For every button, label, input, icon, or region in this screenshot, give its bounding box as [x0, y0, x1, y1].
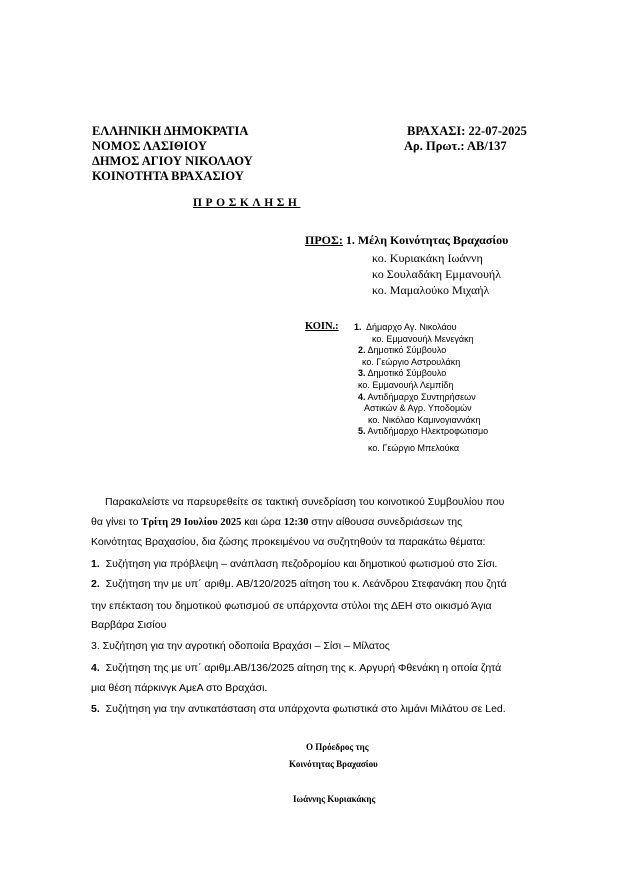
- koin-line: 3. Δημοτικό Σύμβουλο: [358, 368, 447, 379]
- agenda-item-2: 2. Συζήτηση την με υπ΄ αριθμ. ΑΒ/120/2025 αίτηση του κ. Λεάνδρου Στεφανάκη που ζητά: [91, 578, 507, 590]
- koin-line: κο. Γεώργιο Αστρουλάκη: [362, 356, 461, 367]
- member: κο. Μαμαλούκο Μιχαήλ: [372, 283, 490, 297]
- koin-list: [354, 322, 488, 455]
- koin-line: κο. Εμμανουήλ Λεμπίδη: [358, 379, 454, 390]
- signature-name: Ιωάννης Κυριακάκης: [293, 794, 376, 804]
- koin-line: 2. Δημοτικό Σύμβουλο: [358, 345, 447, 356]
- header-line: ΚΟΙΝΟΤΗΤΑ ΒΡΑΧΑΣΙΟΥ: [92, 169, 244, 183]
- meeting-date: Τρίτη 29 Ιουλίου 2025: [141, 517, 242, 528]
- member: κο. Κυριακάκη Ιωάννη: [372, 251, 483, 265]
- koin-line: Αστικών & Αγρ. Υποδομών: [364, 403, 472, 414]
- agenda-item-2-cont: Βαρβάρα Σισίου: [91, 619, 167, 631]
- header-left: [92, 124, 253, 184]
- signature-title: Ο Πρόεδρος της: [306, 742, 369, 752]
- koin-line: κο. Νικόλαο Καμινογιαννάκη: [368, 414, 481, 425]
- pros-label: ΠΡΟΣ:: [305, 233, 343, 247]
- agenda-item-4: 4. Συζήτηση της με υπ΄ αριθμ.ΑΒ/136/2025 αίτηση της κ. Αργυρή Φθενάκη η οποία ζητά: [91, 662, 502, 674]
- pros-block: [305, 232, 508, 248]
- paragraph-line: Κοινότητας Βραχασίου, δια ζώσης προκειμένου να συζητηθούν τα παρακάτω θέματα:: [91, 536, 486, 548]
- header-line: ΔΗΜΟΣ ΑΓΙΟΥ ΝΙΚΟΛΑΟΥ: [92, 154, 253, 168]
- header-line: ΝΟΜΟΣ ΛΑΣΙΘΙΟΥ: [92, 139, 207, 153]
- koin-line: 1. Δήμαρχο Αγ. Νικολάου: [354, 322, 457, 332]
- pros-first: 1. Μέλη Κοινότητας Βραχασίου: [345, 233, 509, 247]
- koin-label: ΚΟΙΝ.:: [305, 321, 339, 332]
- meeting-time: 12:30: [283, 517, 309, 528]
- agenda-item-4-cont: μια θέση πάρκινγκ ΑμεΑ στο Βραχάσι.: [91, 682, 268, 694]
- koin-line: κο. Γεώργιο Μπελούκα: [368, 442, 460, 453]
- koin-line: κο. Εμμανουήλ Μενεγάκη: [372, 333, 474, 344]
- agenda-item-2-cont: την επέκταση του δημοτικού φωτισμού σε υπάρχοντα στύλοι της ΔΕΗ στο οικισμό Άγια: [91, 600, 492, 612]
- paragraph-line: θα γίνει το Τρίτη 29 Ιουλίου 2025 και ώρα 12:30 στην αίθουσα συνεδριάσεων της: [91, 516, 463, 528]
- agenda-item-3: 3. Συζήτηση για την αγροτική οδοποιία Βραχάσι – Σίσι – Μίλατος: [91, 640, 390, 652]
- member: κο Σουλαδάκη Εμμανουήλ: [372, 267, 502, 281]
- header-line: ΕΛΛΗΝΙΚΗ ΔΗΜΟΚΡΑΤΙΑ: [92, 124, 249, 138]
- pros-members: [372, 250, 501, 298]
- agenda-item-5: 5. Συζήτηση για την αντικατάσταση στα υπάρχοντα φωτιστικά στο λιμάνι Μιλάτου σε Led.: [91, 703, 506, 715]
- protocol-number: Αρ. Πρωτ.: ΑΒ/137: [404, 139, 507, 153]
- place-date: ΒΡΑΧΑΣΙ: 22-07-2025: [407, 124, 527, 138]
- signature-org: Κοινότητας Βραχασίου: [289, 759, 378, 769]
- document-title: ΠΡΟΣΚΛΗΣΗ: [193, 197, 301, 209]
- agenda-item-1: 1. Συζήτηση για πρόβλεψη – ανάπλαση πεζοδρομίου και δημοτικού φωτισμού στο Σίσι.: [91, 558, 498, 570]
- paragraph-line: Παρακαλείστε να παρευρεθείτε σε τακτική συνεδρίαση του κοινοτικού Συμβουλίου που: [105, 496, 505, 508]
- koin-line: 5. Αντιδήμαρχο Ηλεκτροφωτισμο: [358, 426, 489, 437]
- koin-line: 4. Αντιδήμαρχο Συντηρήσεων: [358, 391, 476, 402]
